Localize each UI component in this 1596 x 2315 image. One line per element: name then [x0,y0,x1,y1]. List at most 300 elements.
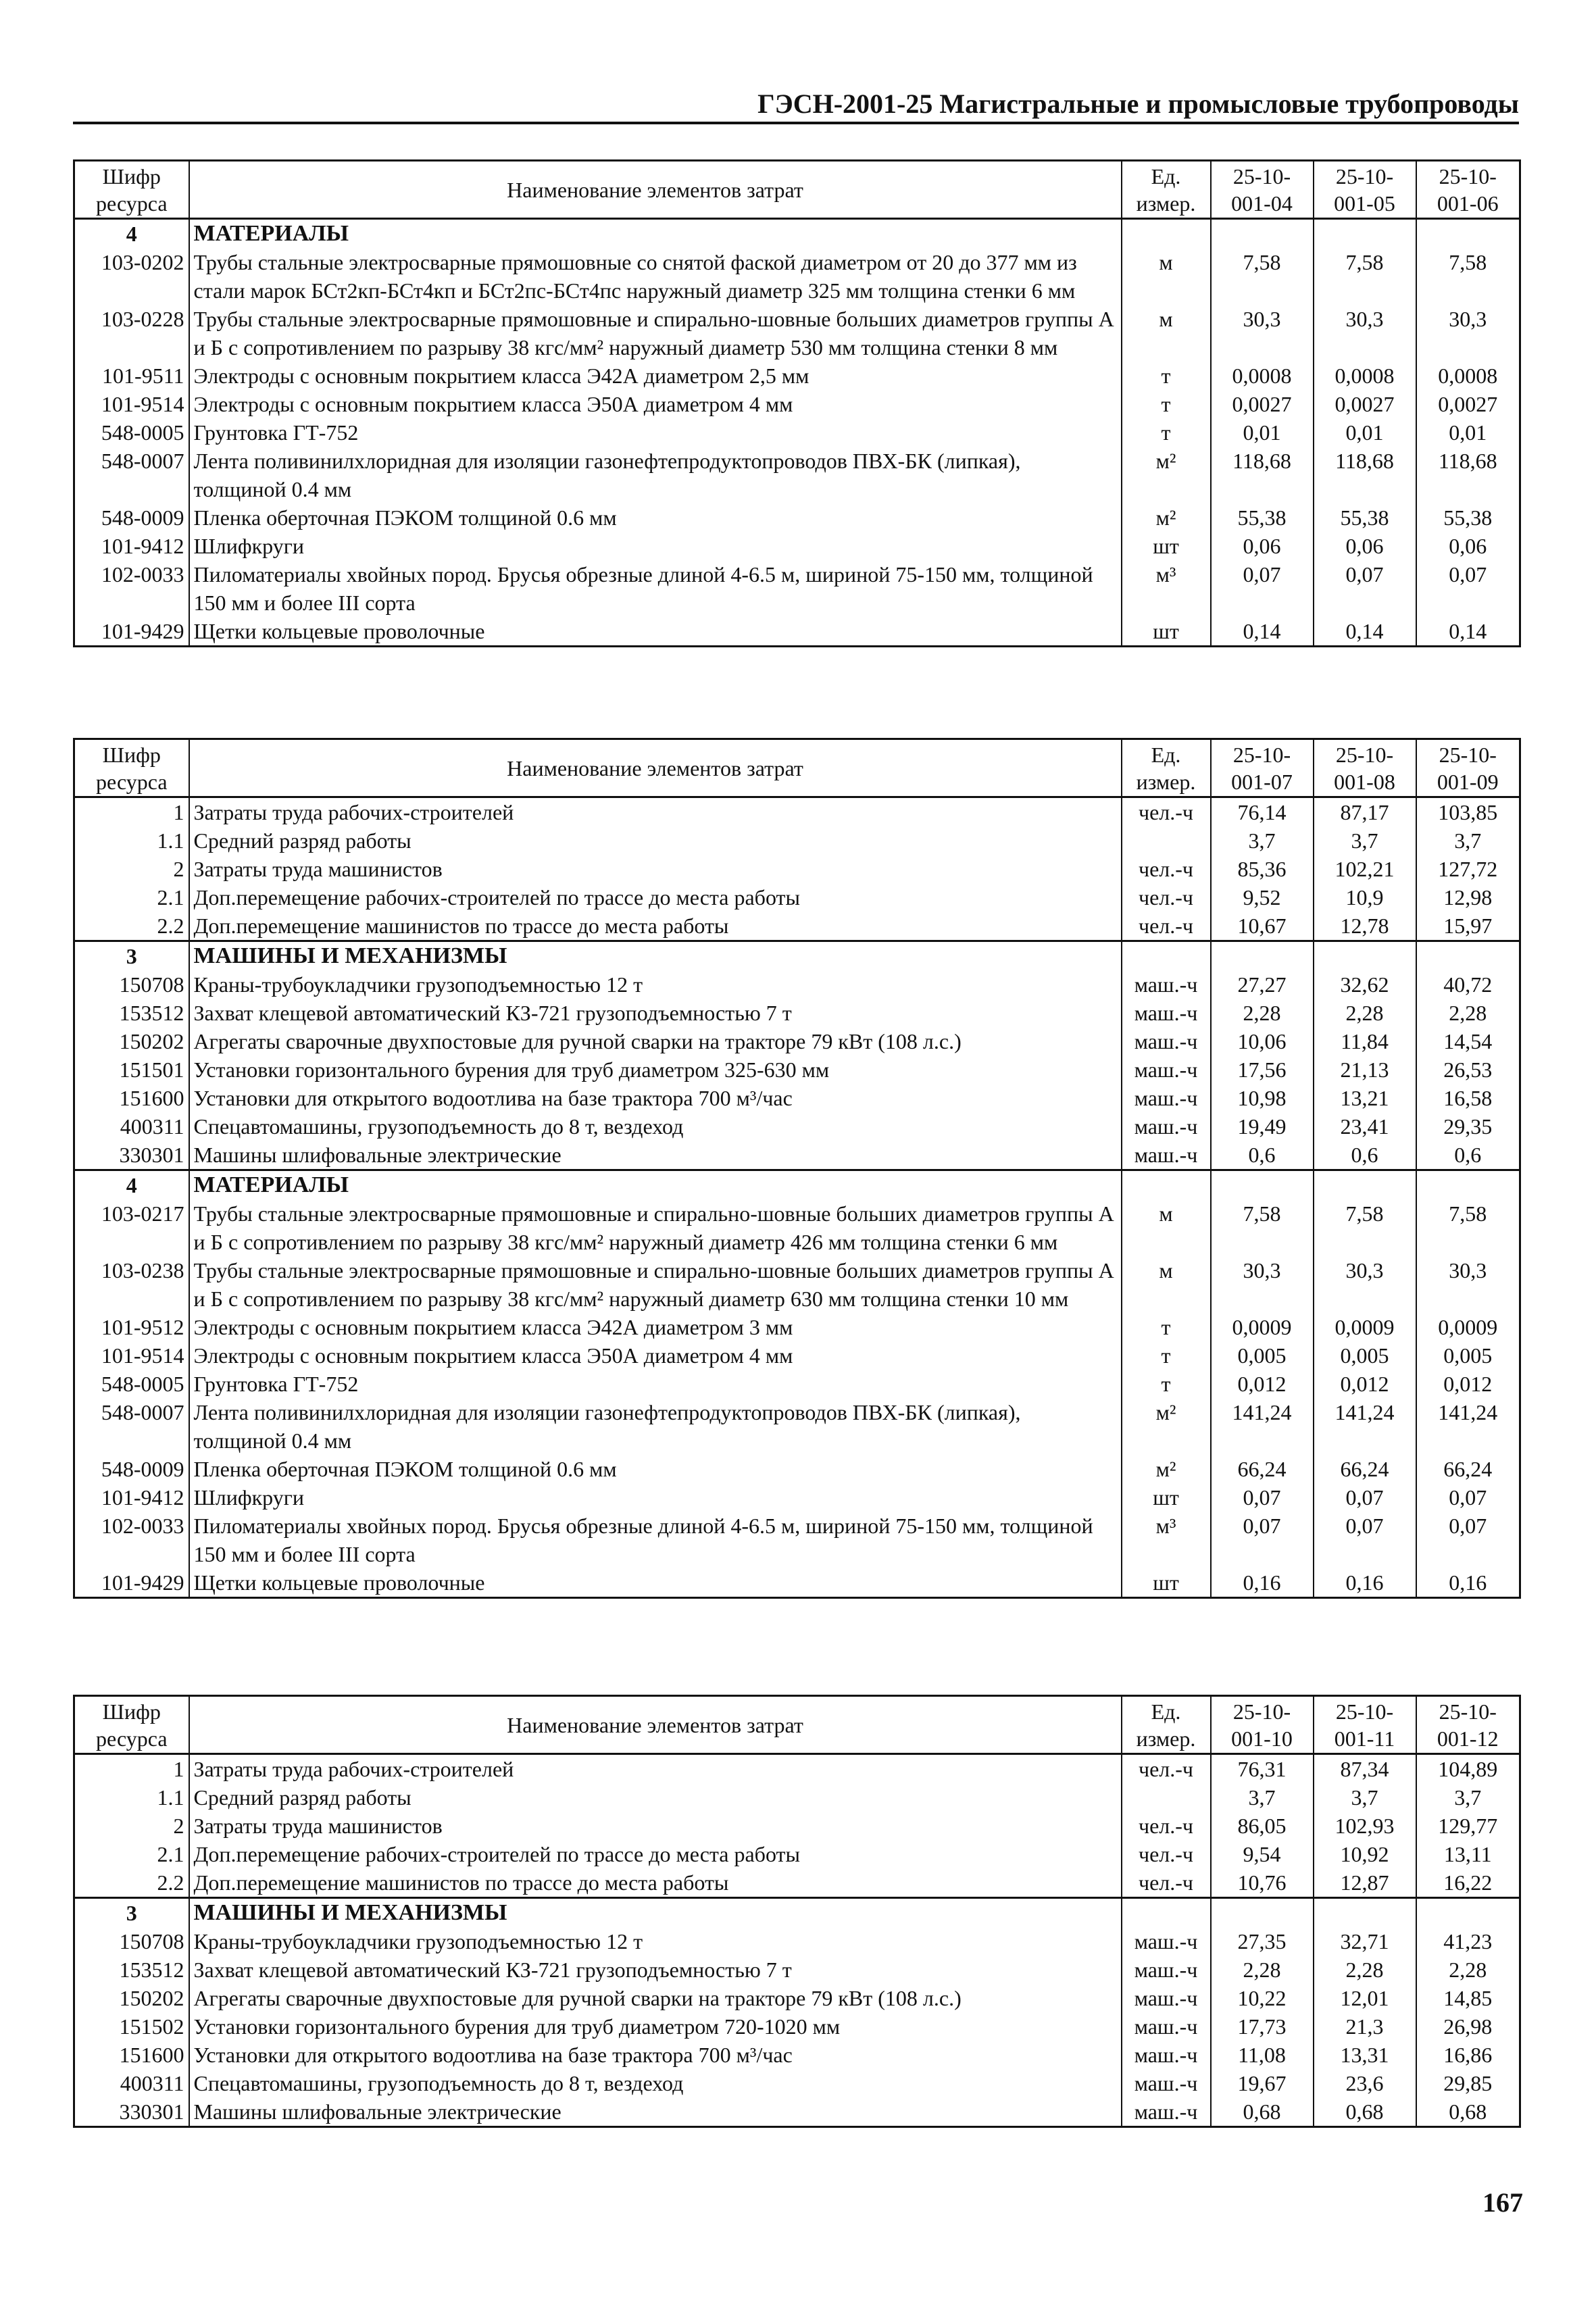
value-col-2: 0,0008 [1314,362,1416,390]
value-col-1: 3,7 [1211,826,1314,855]
table-row [74,447,1520,503]
resource-code: 548-0005 [74,418,189,447]
value-col-1: 30,3 [1211,1256,1314,1313]
value-col-1: 0,005 [1211,1341,1314,1370]
value-col-3: 103,85 [1416,797,1520,827]
value-col-2: 13,31 [1314,2041,1416,2069]
page-header-title: ГЭСН-2001-25 Магистральные и промысловые трубопроводы [757,89,1519,119]
value-col-2: 0,06 [1314,532,1416,560]
table-row [74,418,1520,447]
resource-code: 150202 [74,1027,189,1055]
value-col-1 [1211,1170,1314,1200]
resource-name: Спецавтомашины, грузоподъемность до 8 т, вездеход [189,2069,1122,2097]
resource-code: 2 [74,855,189,883]
value-col-3 [1416,941,1520,971]
header-unit: Ед. измер. [1122,161,1211,219]
resource-name: Захват клещевой автоматический КЗ-721 грузоподъемностью 7 т [189,1956,1122,1984]
resource-name: Грунтовка ГТ-752 [189,1370,1122,1398]
resource-name: Трубы стальные электросварные прямошовные и спирально-шовные больших диаметров группы А и Б с сопротивлением по разрыву 38 кгс/мм² наружный диаметр 630 мм толщина стенки 10 мм [189,1256,1122,1313]
value-col-2: 10,92 [1314,1840,1416,1868]
value-col-3: 0,14 [1416,617,1520,647]
value-col-1: 0,6 [1211,1141,1314,1170]
resource-name: Установки горизонтального бурения для труб диаметром 720-1020 мм [189,2012,1122,2041]
unit-of-measure: м² [1122,1455,1211,1483]
value-col-2: 0,0009 [1314,1313,1416,1341]
value-col-3: 7,58 [1416,1199,1520,1256]
value-col-1 [1211,1898,1314,1928]
table-header [74,161,1520,219]
resource-name: Доп.перемещение машинистов по трассе до места работы [189,1868,1122,1898]
value-col-3: 0,07 [1416,1483,1520,1512]
value-col-1: 9,54 [1211,1840,1314,1868]
unit-of-measure [1122,219,1211,249]
value-col-3: 26,98 [1416,2012,1520,2041]
value-col-3: 0,0009 [1416,1313,1520,1341]
value-col-2 [1314,219,1416,249]
value-col-1: 2,28 [1211,1956,1314,1984]
resource-code: 548-0009 [74,1455,189,1483]
unit-of-measure: т [1122,362,1211,390]
value-col-3: 12,98 [1416,883,1520,912]
resource-name: Лента поливинилхлоридная для изоляции газонефтепродуктопроводов ПВХ-БК (липкая), толщиной 0.4 мм [189,1398,1122,1455]
value-col-2: 87,17 [1314,797,1416,827]
header-unit: Ед. измер. [1122,739,1211,797]
header-v1: 25-10-001-04 [1211,161,1314,219]
resource-name: Средний разряд работы [189,1783,1122,1812]
table-row [74,2041,1520,2069]
resource-code: 101-9511 [74,362,189,390]
unit-of-measure: маш.-ч [1122,1055,1211,1084]
value-col-1: 27,27 [1211,970,1314,999]
resource-code: 330301 [74,1141,189,1170]
table-row [74,1927,1520,1956]
resource-code: 101-9429 [74,1568,189,1598]
unit-of-measure [1122,1170,1211,1200]
resource-name: Доп.перемещение рабочих-строителей по трассе до места работы [189,883,1122,912]
unit-of-measure: маш.-ч [1122,1984,1211,2012]
value-col-3: 0,012 [1416,1370,1520,1398]
value-col-1: 0,07 [1211,560,1314,617]
value-col-2: 0,16 [1314,1568,1416,1598]
value-col-3: 0,0008 [1416,362,1520,390]
unit-of-measure: т [1122,1313,1211,1341]
resource-name: Установки горизонтального бурения для труб диаметром 325-630 мм [189,1055,1122,1084]
value-col-1: 66,24 [1211,1455,1314,1483]
value-col-1: 7,58 [1211,248,1314,305]
unit-of-measure: шт [1122,617,1211,647]
header-v3: 25-10-001-06 [1416,161,1520,219]
value-col-1: 27,35 [1211,1927,1314,1956]
resource-name: Электроды с основным покрытием класса Э42А диаметром 3 мм [189,1313,1122,1341]
resource-code: 548-0007 [74,1398,189,1455]
value-col-1: 9,52 [1211,883,1314,912]
value-col-2: 0,68 [1314,2097,1416,2127]
resource-name: Захват клещевой автоматический КЗ-721 грузоподъемностью 7 т [189,999,1122,1027]
resource-code: 153512 [74,999,189,1027]
table-row [74,1313,1520,1341]
value-col-1: 17,56 [1211,1055,1314,1084]
resource-name: Пиломатериалы хвойных пород. Брусья обрезные длиной 4-6.5 м, шириной 75-150 мм, толщиной 150 мм и более III сорта [189,1512,1122,1568]
header-v2: 25-10-001-08 [1314,739,1416,797]
table-row [74,1141,1520,1170]
resource-code: 103-0202 [74,248,189,305]
header-name: Наименование элементов затрат [189,1696,1122,1754]
unit-of-measure: маш.-ч [1122,1141,1211,1170]
resource-code: 3 [74,941,189,971]
value-col-1: 2,28 [1211,999,1314,1027]
header-code: Шифр ресурса [74,739,189,797]
resource-code: 101-9514 [74,1341,189,1370]
unit-of-measure: шт [1122,532,1211,560]
resource-name: Электроды с основным покрытием класса Э50А диаметром 4 мм [189,1341,1122,1370]
unit-of-measure: маш.-ч [1122,2069,1211,2097]
table-row [74,390,1520,418]
resource-code: 548-0007 [74,447,189,503]
value-col-2: 32,62 [1314,970,1416,999]
value-col-1: 7,58 [1211,1199,1314,1256]
unit-of-measure: чел.-ч [1122,1840,1211,1868]
value-col-1: 85,36 [1211,855,1314,883]
resource-code: 400311 [74,2069,189,2097]
value-col-1: 0,16 [1211,1568,1314,1598]
resource-code: 150708 [74,970,189,999]
value-col-1: 19,67 [1211,2069,1314,2097]
value-col-2: 10,9 [1314,883,1416,912]
unit-of-measure: маш.-ч [1122,2012,1211,2041]
value-col-2: 118,68 [1314,447,1416,503]
value-col-2: 3,7 [1314,1783,1416,1812]
value-col-3: 15,97 [1416,912,1520,941]
value-col-2: 7,58 [1314,248,1416,305]
value-col-2: 141,24 [1314,1398,1416,1455]
table-row [74,1868,1520,1898]
table-row [74,970,1520,999]
resource-code: 150202 [74,1984,189,2012]
table-row [74,1027,1520,1055]
resource-code: 2.1 [74,883,189,912]
unit-of-measure: шт [1122,1483,1211,1512]
unit-of-measure: чел.-ч [1122,883,1211,912]
unit-of-measure: м³ [1122,1512,1211,1568]
resource-name: Пиломатериалы хвойных пород. Брусья обрезные длиной 4-6.5 м, шириной 75-150 мм, толщиной 150 мм и более III сорта [189,560,1122,617]
value-col-3: 127,72 [1416,855,1520,883]
resource-name: Затраты труда машинистов [189,855,1122,883]
resource-code: 102-0033 [74,1512,189,1568]
header-v2: 25-10-001-05 [1314,161,1416,219]
section-title: МАШИНЫ И МЕХАНИЗМЫ [189,941,1122,971]
value-col-2: 0,07 [1314,560,1416,617]
resource-code: 4 [74,1170,189,1200]
value-col-2: 0,6 [1314,1141,1416,1170]
resource-code: 101-9412 [74,532,189,560]
value-col-2: 32,71 [1314,1927,1416,1956]
value-col-2: 102,21 [1314,855,1416,883]
resource-name: Доп.перемещение рабочих-строителей по трассе до места работы [189,1840,1122,1868]
unit-of-measure: м² [1122,1398,1211,1455]
resource-name: Затраты труда рабочих-строителей [189,1754,1122,1784]
section-row [74,941,1520,971]
table-row [74,560,1520,617]
unit-of-measure: чел.-ч [1122,1754,1211,1784]
table-row [74,999,1520,1027]
value-col-1: 0,0027 [1211,390,1314,418]
value-col-3: 14,85 [1416,1984,1520,2012]
unit-of-measure: м³ [1122,560,1211,617]
value-col-2: 3,7 [1314,826,1416,855]
table-header [74,1696,1520,1754]
value-col-3: 29,35 [1416,1112,1520,1141]
resource-name: Трубы стальные электросварные прямошовные и спирально-шовные больших диаметров группы А и Б с сопротивлением по разрыву 38 кгс/мм² наружный диаметр 426 мм толщина стенки 6 мм [189,1199,1122,1256]
value-col-1: 10,67 [1211,912,1314,941]
table-row [74,1398,1520,1455]
resource-code: 151502 [74,2012,189,2041]
resource-code: 101-9429 [74,617,189,647]
table-row [74,2012,1520,2041]
value-col-3: 0,07 [1416,560,1520,617]
value-col-2: 7,58 [1314,1199,1416,1256]
resource-code: 2.1 [74,1840,189,1868]
header-code: Шифр ресурса [74,1696,189,1754]
resource-code: 102-0033 [74,560,189,617]
table-row [74,1055,1520,1084]
resource-table-2 [73,738,1521,1599]
value-col-3: 141,24 [1416,1398,1520,1455]
resource-code: 103-0228 [74,305,189,362]
table-row [74,1256,1520,1313]
value-col-2: 66,24 [1314,1455,1416,1483]
page-number: 167 [1482,2187,1523,2218]
table-row [74,1984,1520,2012]
resource-name: Установки для открытого водоотлива на базе трактора 700 м³/час [189,1084,1122,1112]
value-col-2: 0,01 [1314,418,1416,447]
value-col-3: 2,28 [1416,999,1520,1027]
table-row [74,826,1520,855]
value-col-2: 11,84 [1314,1027,1416,1055]
table-row [74,503,1520,532]
value-col-2: 0,012 [1314,1370,1416,1398]
table-row [74,1568,1520,1598]
resource-code: 151600 [74,1084,189,1112]
resource-code: 101-9412 [74,1483,189,1512]
value-col-3: 3,7 [1416,1783,1520,1812]
header-rule [73,122,1519,124]
resource-name: Щетки кольцевые проволочные [189,617,1122,647]
value-col-3: 16,86 [1416,2041,1520,2069]
header-name: Наименование элементов затрат [189,161,1122,219]
table-row [74,1341,1520,1370]
unit-of-measure: маш.-ч [1122,1112,1211,1141]
header-unit: Ед. измер. [1122,1696,1211,1754]
value-col-3: 7,58 [1416,248,1520,305]
value-col-3: 66,24 [1416,1455,1520,1483]
table-row [74,617,1520,647]
section-title: МАШИНЫ И МЕХАНИЗМЫ [189,1898,1122,1928]
unit-of-measure [1122,941,1211,971]
resource-name: Лента поливинилхлоридная для изоляции газонефтепродуктопроводов ПВХ-БК (липкая), толщиной 0.4 мм [189,447,1122,503]
unit-of-measure: чел.-ч [1122,1868,1211,1898]
resource-name: Щетки кольцевые проволочные [189,1568,1122,1598]
value-col-3: 0,6 [1416,1141,1520,1170]
value-col-3 [1416,1898,1520,1928]
unit-of-measure: маш.-ч [1122,970,1211,999]
value-col-3: 41,23 [1416,1927,1520,1956]
header-code: Шифр ресурса [74,161,189,219]
resource-name: Шлифкруги [189,1483,1122,1512]
resource-name: Шлифкруги [189,532,1122,560]
unit-of-measure: т [1122,1370,1211,1398]
value-col-2: 102,93 [1314,1812,1416,1840]
section-title: МАТЕРИАЛЫ [189,1170,1122,1200]
resource-name: Затраты труда рабочих-строителей [189,797,1122,827]
table-row [74,1370,1520,1398]
resource-table-3 [73,1695,1521,2128]
value-col-3: 0,005 [1416,1341,1520,1370]
table-row [74,1199,1520,1256]
value-col-3: 40,72 [1416,970,1520,999]
value-col-1: 76,31 [1211,1754,1314,1784]
value-col-1: 141,24 [1211,1398,1314,1455]
value-col-3: 30,3 [1416,1256,1520,1313]
value-col-3: 118,68 [1416,447,1520,503]
table-header [74,739,1520,797]
value-col-1: 17,73 [1211,2012,1314,2041]
value-col-1 [1211,941,1314,971]
value-col-1: 0,07 [1211,1512,1314,1568]
value-col-2: 23,6 [1314,2069,1416,2097]
table-row [74,248,1520,305]
value-col-1: 0,07 [1211,1483,1314,1512]
value-col-1: 10,98 [1211,1084,1314,1112]
value-col-1: 19,49 [1211,1112,1314,1141]
resource-name: Трубы стальные электросварные прямошовные со снятой фаской диаметром от 20 до 377 мм из стали марок БСт2кп-БСт4кп и БСт2пс-БСт4пс наружный диаметр 325 мм толщина стенки 6 мм [189,248,1122,305]
value-col-3: 104,89 [1416,1754,1520,1784]
unit-of-measure: чел.-ч [1122,797,1211,827]
resource-name: Агрегаты сварочные двухпостовые для ручной сварки на тракторе 79 кВт (108 л.с.) [189,1027,1122,1055]
resource-code: 400311 [74,1112,189,1141]
value-col-3: 0,68 [1416,2097,1520,2127]
resource-name: Краны-трубоукладчики грузоподъемностью 12 т [189,1927,1122,1956]
resource-name: Установки для открытого водоотлива на базе трактора 700 м³/час [189,2041,1122,2069]
value-col-2: 0,07 [1314,1483,1416,1512]
value-col-1: 0,68 [1211,2097,1314,2127]
value-col-3: 55,38 [1416,503,1520,532]
unit-of-measure: м² [1122,503,1211,532]
table-row [74,1956,1520,1984]
section-row [74,1898,1520,1928]
table-row [74,1812,1520,1840]
value-col-2: 87,34 [1314,1754,1416,1784]
value-col-1: 10,06 [1211,1027,1314,1055]
resource-code: 150708 [74,1927,189,1956]
value-col-1: 0,14 [1211,617,1314,647]
table-row [74,883,1520,912]
resource-code: 3 [74,1898,189,1928]
value-col-2: 0,14 [1314,617,1416,647]
value-col-1: 0,012 [1211,1370,1314,1398]
value-col-2: 0,005 [1314,1341,1416,1370]
value-col-2: 2,28 [1314,1956,1416,1984]
resource-name: Средний разряд работы [189,826,1122,855]
header-v1: 25-10-001-10 [1211,1696,1314,1754]
resource-name: Электроды с основным покрытием класса Э42А диаметром 2,5 мм [189,362,1122,390]
value-col-1: 3,7 [1211,1783,1314,1812]
unit-of-measure [1122,826,1211,855]
value-col-3: 29,85 [1416,2069,1520,2097]
value-col-3: 13,11 [1416,1840,1520,1868]
header-v3: 25-10-001-12 [1416,1696,1520,1754]
table-row [74,1754,1520,1784]
header-name: Наименование элементов затрат [189,739,1122,797]
value-col-2: 23,41 [1314,1112,1416,1141]
header-v2: 25-10-001-11 [1314,1696,1416,1754]
unit-of-measure: т [1122,418,1211,447]
value-col-1: 10,76 [1211,1868,1314,1898]
header-v3: 25-10-001-09 [1416,739,1520,797]
resource-code: 548-0005 [74,1370,189,1398]
table-row [74,532,1520,560]
value-col-3: 16,58 [1416,1084,1520,1112]
unit-of-measure [1122,1898,1211,1928]
value-col-2: 0,07 [1314,1512,1416,1568]
value-col-2: 21,3 [1314,2012,1416,2041]
value-col-2: 21,13 [1314,1055,1416,1084]
value-col-3: 0,0027 [1416,390,1520,418]
value-col-2: 12,87 [1314,1868,1416,1898]
resource-code: 151501 [74,1055,189,1084]
unit-of-measure: маш.-ч [1122,2097,1211,2127]
value-col-3: 30,3 [1416,305,1520,362]
value-col-3: 0,06 [1416,532,1520,560]
value-col-1: 0,01 [1211,418,1314,447]
value-col-3 [1416,219,1520,249]
resource-code: 1.1 [74,1783,189,1812]
value-col-1 [1211,219,1314,249]
value-col-2 [1314,941,1416,971]
resource-code: 103-0217 [74,1199,189,1256]
table-row [74,2069,1520,2097]
unit-of-measure: маш.-ч [1122,999,1211,1027]
resource-name: Машины шлифовальные электрические [189,2097,1122,2127]
value-col-3: 14,54 [1416,1027,1520,1055]
value-col-3: 0,01 [1416,418,1520,447]
resource-name: Спецавтомашины, грузоподъемность до 8 т, вездеход [189,1112,1122,1141]
value-col-1: 0,06 [1211,532,1314,560]
section-title: МАТЕРИАЛЫ [189,219,1122,249]
value-col-1: 0,0009 [1211,1313,1314,1341]
table-row [74,1783,1520,1812]
value-col-1: 30,3 [1211,305,1314,362]
resource-code: 103-0238 [74,1256,189,1313]
header-v1: 25-10-001-07 [1211,739,1314,797]
resource-code: 330301 [74,2097,189,2127]
table-row [74,2097,1520,2127]
value-col-1: 0,0008 [1211,362,1314,390]
resource-name: Краны-трубоукладчики грузоподъемностью 12 т [189,970,1122,999]
value-col-2: 12,78 [1314,912,1416,941]
resource-name: Агрегаты сварочные двухпостовые для ручной сварки на тракторе 79 кВт (108 л.с.) [189,1984,1122,2012]
table-row [74,797,1520,827]
resource-code: 153512 [74,1956,189,1984]
unit-of-measure: т [1122,390,1211,418]
resource-code: 101-9512 [74,1313,189,1341]
value-col-3 [1416,1170,1520,1200]
section-row [74,219,1520,249]
value-col-1: 86,05 [1211,1812,1314,1840]
resource-name: Машины шлифовальные электрические [189,1141,1122,1170]
unit-of-measure: м [1122,1199,1211,1256]
value-col-2: 30,3 [1314,1256,1416,1313]
value-col-3: 129,77 [1416,1812,1520,1840]
